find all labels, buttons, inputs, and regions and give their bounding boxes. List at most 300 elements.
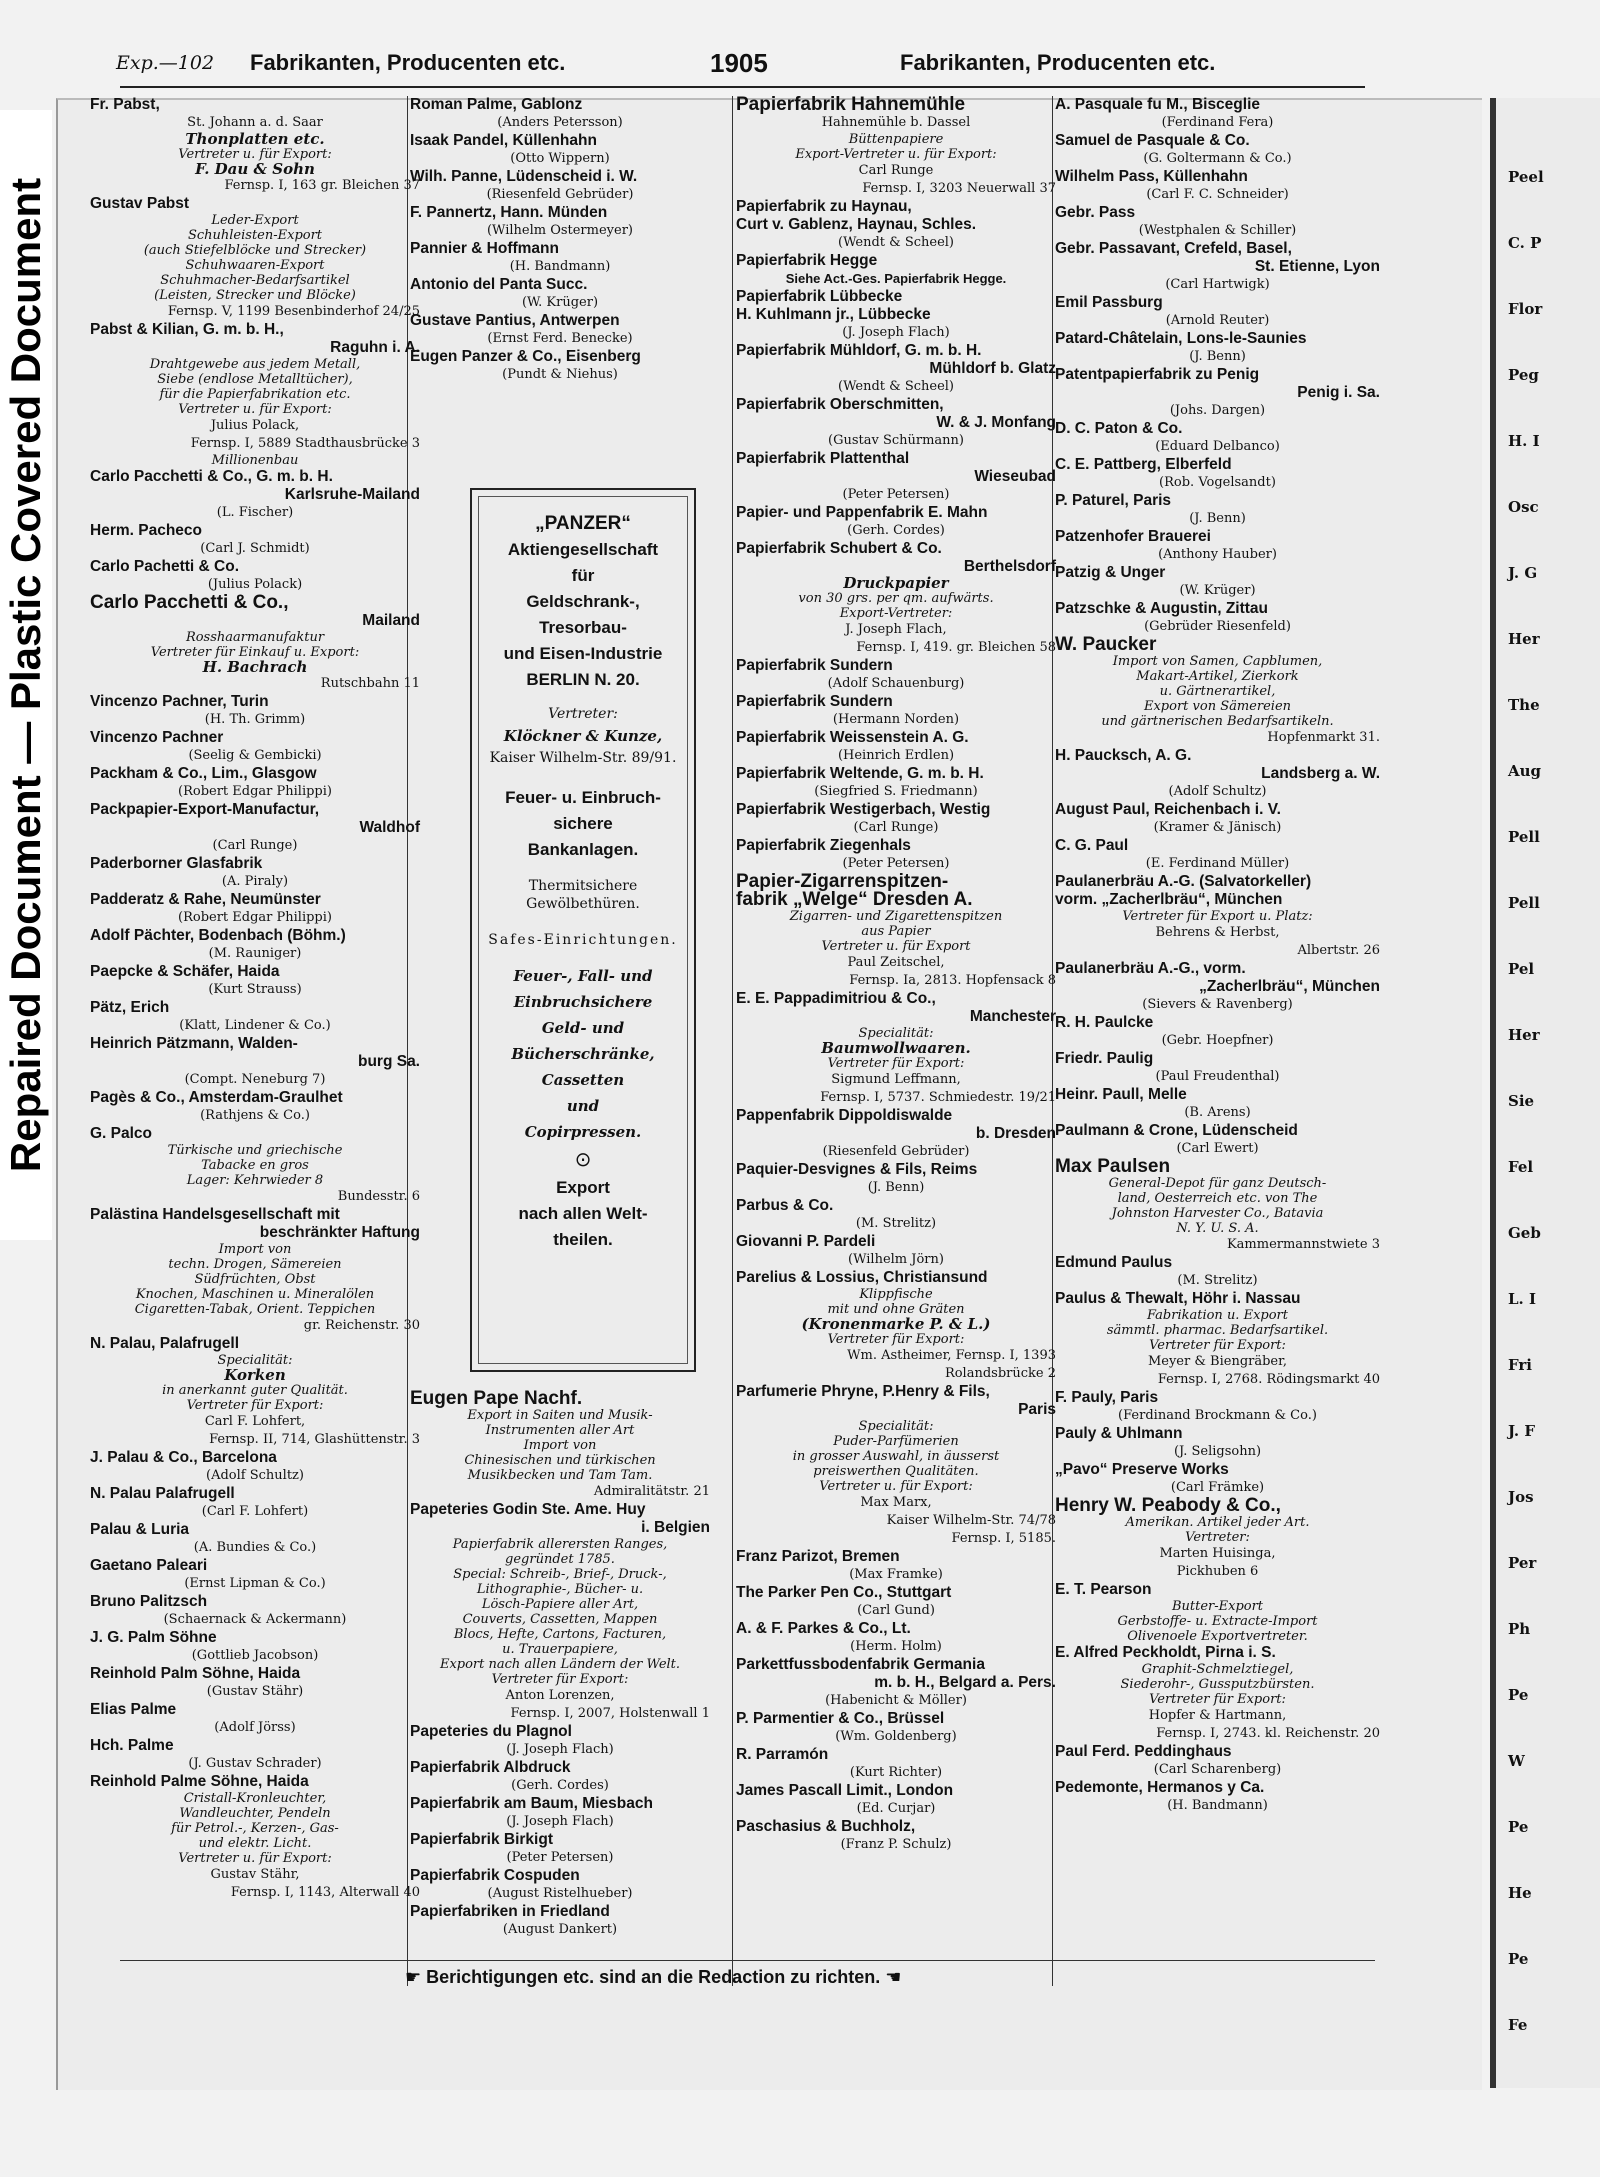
representative: (L. Fischer) bbox=[216, 505, 294, 520]
company-name: H. Paucksch, A. G. bbox=[1055, 747, 1192, 764]
company-name: James Pascall Limit., London bbox=[736, 1782, 954, 1799]
representative: (Ernst Ferd. Benecke) bbox=[487, 331, 633, 346]
address: Rolandsbrücke 2 bbox=[944, 1366, 1056, 1381]
description: land, Oesterreich etc. von The bbox=[1117, 1191, 1318, 1206]
description: Export nach allen Ländern der Welt. bbox=[439, 1657, 681, 1672]
company-name: E. T. Pearson bbox=[1055, 1581, 1152, 1598]
description: Zigarren- und Zigarettenspitzen bbox=[789, 909, 1003, 924]
description: Butter-Export bbox=[1171, 1599, 1264, 1614]
address: Fernsp. II, 714, Glashüttenstr. 3 bbox=[209, 1432, 420, 1447]
adjacent-page-fragment: Geb bbox=[1508, 1224, 1541, 1242]
description: mit und ohne Gräten bbox=[827, 1302, 965, 1317]
description: u. Gärtnerartikel, bbox=[1159, 684, 1276, 699]
adjacent-page-fragment: The bbox=[1508, 696, 1540, 714]
company-name: Reinhold Palme Söhne, Haida bbox=[90, 1773, 309, 1790]
adjacent-page-fragment: C. P bbox=[1508, 234, 1542, 252]
representative: (W. Krüger) bbox=[521, 295, 599, 310]
description: Büttenpapiere bbox=[848, 132, 944, 147]
company-location: burg Sa. bbox=[357, 1053, 420, 1070]
description: Puder-Parfümerien bbox=[833, 1434, 959, 1449]
company-name: Pannier & Hoffmann bbox=[410, 240, 559, 257]
header-left-title: Fabrikanten, Producenten etc. bbox=[250, 50, 566, 75]
adjacent-page-fragment: Fe bbox=[1508, 2016, 1528, 2034]
description: Couverts, Cassetten, Mappen bbox=[462, 1612, 658, 1627]
description: Schuhleisten-Export bbox=[187, 228, 323, 243]
agent-note: Vertreter u. für Export bbox=[821, 939, 971, 954]
adjacent-page-fragment: J. G bbox=[1508, 564, 1538, 582]
description: Tabacke en gros bbox=[201, 1158, 309, 1173]
representative: (Gottlieb Jacobson) bbox=[191, 1648, 319, 1663]
description: Special: Schreib-, Brief-, Druck-, bbox=[453, 1567, 667, 1582]
company-name-large: Max Paulsen bbox=[1055, 1156, 1171, 1177]
company-name: E. Alfred Peckholdt, Pirna i. S. bbox=[1055, 1644, 1276, 1661]
side-label-text: Repaired Document — Plastic Covered Document bbox=[2, 177, 49, 1173]
adjacent-page-fragment: Aug bbox=[1508, 762, 1542, 780]
representative: (H. Th. Grimm) bbox=[204, 712, 306, 727]
address: Fernsp. I, 5737. Schmiedestr. 19/21 bbox=[820, 1090, 1056, 1105]
adjacent-page-fragment: Peg bbox=[1508, 366, 1539, 384]
representative: (Hermann Norden) bbox=[832, 712, 960, 727]
representative: (Otto Wippern) bbox=[510, 151, 610, 166]
representative: (Kramer & Jänisch) bbox=[1153, 820, 1282, 835]
company-name: Papierfabrik Plattenthal bbox=[736, 450, 910, 467]
company-name: Papierfabrik Mühldorf, G. m. b. H. bbox=[736, 342, 982, 359]
company-location: m. b. H., Belgard a. Pers. bbox=[874, 1674, 1056, 1691]
description: aus Papier bbox=[861, 924, 931, 939]
representative: Pickhuben 6 bbox=[1176, 1564, 1259, 1579]
representative: (M. Rauniger) bbox=[208, 946, 302, 961]
company-location: Mailand bbox=[362, 612, 420, 629]
company-name: Vincenzo Pachner bbox=[90, 729, 224, 746]
representative: (Sievers & Ravenberg) bbox=[1142, 997, 1293, 1012]
company-name: F. Pannertz, Hann. Münden bbox=[410, 204, 608, 221]
company-name: vorm. „Zacherlbräu“, München bbox=[1055, 891, 1283, 908]
address: Fernsp. Ia, 2813. Hopfensack 8 bbox=[849, 973, 1056, 988]
representative: (Adolf Jörss) bbox=[214, 1720, 296, 1735]
representative: (Wilhelm Ostermeyer) bbox=[486, 223, 633, 238]
representative: (Julius Polack) bbox=[207, 577, 303, 592]
representative: (J. Joseph Flach) bbox=[842, 325, 950, 340]
company-name: Gebr. Passavant, Crefeld, Basel, bbox=[1055, 240, 1292, 257]
representative: Julius Polack, bbox=[210, 418, 300, 433]
ad-address: Kaiser Wilhelm-Str. 89/91. bbox=[489, 750, 677, 766]
company-name: Parkettfussbodenfabrik Germania bbox=[736, 1656, 985, 1673]
ad-ornament-icon: ⊙ bbox=[574, 1149, 592, 1171]
ad-line: Bankanlagen. bbox=[527, 840, 639, 859]
company-name-large: W. Paucker bbox=[1055, 634, 1157, 655]
description: Leder-Export bbox=[211, 213, 299, 228]
specialty: Korken bbox=[224, 1366, 286, 1384]
company-name: Giovanni P. Pardeli bbox=[736, 1233, 876, 1250]
representative: (M. Strelitz) bbox=[855, 1216, 937, 1231]
company-name: Paderborner Glasfabrik bbox=[90, 855, 263, 872]
company-name: F. Pauly, Paris bbox=[1055, 1389, 1159, 1406]
column-2-top bbox=[410, 96, 710, 384]
company-name: Parfumerie Phryne, P.Henry & Fils, bbox=[736, 1383, 990, 1400]
representative: (Franz P. Schulz) bbox=[840, 1837, 952, 1852]
representative: Hopfer & Hartmann, bbox=[1148, 1708, 1287, 1723]
company-location: Mühldorf b. Glatz bbox=[929, 360, 1056, 377]
company-name: Paepcke & Schäfer, Haida bbox=[90, 963, 280, 980]
company-name: Palau & Luria bbox=[90, 1521, 190, 1538]
cross-reference: Siehe Act.-Ges. Papierfabrik Hegge. bbox=[785, 271, 1007, 286]
company-name: Edmund Paulus bbox=[1055, 1254, 1173, 1271]
description: Specialität: bbox=[858, 1026, 934, 1041]
company-location: b. Dresden bbox=[975, 1125, 1056, 1142]
company-name: Papierfabrik Sundern bbox=[736, 693, 893, 710]
description: Cristall-Kronleuchter, bbox=[183, 1791, 327, 1806]
representative: (Ed. Curjar) bbox=[856, 1801, 936, 1816]
representative: (Gustav Schürmann) bbox=[828, 433, 964, 448]
company-name: N. Palau Palafrugell bbox=[90, 1485, 235, 1502]
representative: (Carl Hartwigk) bbox=[1165, 277, 1270, 292]
ad-line: für bbox=[571, 566, 595, 585]
representative: (Kurt Richter) bbox=[849, 1765, 943, 1780]
company-name: Gebr. Pass bbox=[1055, 204, 1136, 221]
agent-note: Vertreter für Export: bbox=[1149, 1338, 1286, 1353]
description: (Leisten, Strecker und Blöcke) bbox=[154, 288, 356, 303]
company-name: Curt v. Gablenz, Haynau, Schles. bbox=[736, 216, 977, 233]
adjacent-page-fragment: He bbox=[1508, 1884, 1532, 1902]
ad-line: Aktiengesellschaft bbox=[507, 540, 659, 559]
representative: (Max Framke) bbox=[849, 1567, 943, 1582]
company-name: Parbus & Co. bbox=[736, 1197, 834, 1214]
company-name: Pappenfabrik Dippoldiswalde bbox=[736, 1107, 953, 1124]
representative: (Carl F. Lohfert) bbox=[201, 1504, 309, 1519]
company-name: Papierfabrik Westigerbach, Westig bbox=[736, 801, 991, 818]
company-name: E. E. Pappadimitriou & Co., bbox=[736, 990, 936, 1007]
company-name: Pedemonte, Hermanos y Ca. bbox=[1055, 1779, 1265, 1796]
company-name: The Parker Pen Co., Stuttgart bbox=[736, 1584, 952, 1601]
column-1 bbox=[90, 96, 420, 1902]
description: für die Papierfabrikation etc. bbox=[159, 387, 351, 402]
representative: (Ernst Lipman & Co.) bbox=[184, 1576, 326, 1591]
company-name: Paulmann & Crone, Lüdenscheid bbox=[1055, 1122, 1298, 1139]
representative: (Carl Ewert) bbox=[1176, 1141, 1259, 1156]
description: Musikbecken und Tam Tam. bbox=[467, 1468, 653, 1483]
company-name: Papierfabrik Schubert & Co. bbox=[736, 540, 942, 557]
footer-text: Berichtigungen etc. sind an die Redaction zu richten. bbox=[426, 1967, 881, 1987]
company-name: J. Palau & Co., Barcelona bbox=[90, 1449, 277, 1466]
company-name: Packham & Co., Lim., Glasgow bbox=[90, 765, 317, 782]
representative: (A. Piraly) bbox=[221, 874, 289, 889]
representative: (Riesenfeld Gebrüder) bbox=[486, 187, 634, 202]
page-number: Exp.—102 bbox=[116, 52, 215, 74]
adjacent-page-fragment: Her bbox=[1508, 1026, 1540, 1044]
specialty: Druckpapier bbox=[843, 574, 949, 592]
adjacent-page-fragment: Pe bbox=[1508, 1686, 1529, 1704]
company-location: W. & J. Monfang bbox=[936, 414, 1056, 431]
company-location: i. Belgien bbox=[641, 1519, 710, 1536]
company-name: Papierfabrik am Baum, Miesbach bbox=[410, 1795, 653, 1812]
address: Hopfenmarkt 31. bbox=[1267, 730, 1380, 745]
ad-line: Cassetten bbox=[541, 1071, 625, 1089]
description: Import von bbox=[523, 1438, 597, 1453]
company-name: Wilhelm Pass, Küllenhahn bbox=[1055, 168, 1248, 185]
company-name: Pabst & Kilian, G. m. b. H., bbox=[90, 321, 284, 338]
representative: (Carl Runge) bbox=[853, 820, 939, 835]
description: Schuhwaaren-Export bbox=[185, 258, 325, 273]
description: N. Y. U. S. A. bbox=[1176, 1221, 1259, 1236]
address: Fernsp. I, 5889 Stadthausbrücke 3 bbox=[190, 436, 420, 451]
company-name: Gustave Pantius, Antwerpen bbox=[410, 312, 620, 329]
company-name: Roman Palme, Gablonz bbox=[410, 96, 583, 113]
description: und gärtnerischen Bedarfsartikeln. bbox=[1101, 714, 1334, 729]
company-name: Patentpapierfabrik zu Penig bbox=[1055, 366, 1260, 383]
adjacent-page-fragment: Ph bbox=[1508, 1620, 1531, 1638]
description: Vertreter: bbox=[1185, 1530, 1250, 1545]
description: Import von Samen, Capblumen, bbox=[1112, 654, 1323, 669]
representative: (Peter Petersen) bbox=[842, 856, 950, 871]
company-name: Isaak Pandel, Küllenhahn bbox=[410, 132, 597, 149]
representative: Anton Lorenzen, bbox=[505, 1688, 615, 1703]
company-name: D. C. Paton & Co. bbox=[1055, 420, 1183, 437]
description: Chinesischen und türkischen bbox=[464, 1453, 656, 1468]
representative: Marten Huisinga, bbox=[1159, 1546, 1276, 1561]
footer-rule bbox=[120, 1960, 1375, 1961]
representative: Max Marx, bbox=[860, 1495, 932, 1510]
company-name: P. Paturel, Paris bbox=[1055, 492, 1172, 509]
description: Lager: Kehrwieder 8 bbox=[186, 1173, 324, 1188]
representative: (A. Bundies & Co.) bbox=[193, 1540, 317, 1555]
company-name: Heinr. Paull, Melle bbox=[1055, 1086, 1187, 1103]
specialty: (Kronenmarke P. & L.) bbox=[801, 1315, 991, 1333]
representative: (Riesenfeld Gebrüder) bbox=[822, 1144, 970, 1159]
company-name: Papeteries du Plagnol bbox=[410, 1723, 572, 1740]
specialty: H. Bachrach bbox=[202, 658, 308, 676]
representative: (Eduard Delbanco) bbox=[1155, 439, 1280, 454]
ad-firm: Klöckner & Kunze, bbox=[503, 727, 663, 745]
representative: (Robert Edgar Philippi) bbox=[178, 910, 332, 925]
company-name: Paulanerbräu A.-G., vorm. bbox=[1055, 960, 1246, 977]
address: Fernsp. I, 2007, Holstenwall 1 bbox=[510, 1706, 710, 1721]
representative: (Anders Petersson) bbox=[497, 115, 623, 130]
description: in anerkannt guter Qualität. bbox=[162, 1383, 348, 1398]
agent-note: Vertreter u. für Export: bbox=[819, 1479, 973, 1494]
representative: (Carl J. Schmidt) bbox=[200, 541, 310, 556]
representative: (August Ristelhueber) bbox=[487, 1886, 633, 1901]
ad-line: nach allen Welt- bbox=[518, 1204, 648, 1223]
ad-vertreter: Vertreter: bbox=[548, 706, 618, 722]
description: Blocs, Hefte, Cartons, Facturen, bbox=[453, 1627, 667, 1642]
representative: (Habenicht & Möller) bbox=[825, 1693, 967, 1708]
description: und elektr. Licht. bbox=[198, 1836, 312, 1851]
company-name: H. Kuhlmann jr., Lübbecke bbox=[736, 306, 931, 323]
agent-note: Vertreter für Export: bbox=[827, 1056, 965, 1071]
representative: (Herm. Holm) bbox=[850, 1639, 942, 1654]
company-location: Waldhof bbox=[359, 819, 420, 836]
description: Graphit-Schmelztiegel, bbox=[1141, 1662, 1294, 1677]
ad-line: Feuer-, Fall- und bbox=[513, 967, 653, 985]
representative: (Pundt & Niehus) bbox=[502, 367, 618, 382]
ad-company: „PANZER“ bbox=[535, 513, 631, 534]
specialty: F. Dau & Sohn bbox=[195, 160, 315, 178]
description: Export von Sämereien bbox=[1143, 699, 1292, 714]
company-name: Franz Parizot, Bremen bbox=[736, 1548, 900, 1565]
company-name: Paulus & Thewalt, Höhr i. Nassau bbox=[1055, 1290, 1301, 1307]
representative: (B. Arens) bbox=[1184, 1105, 1251, 1120]
representative: (August Dankert) bbox=[502, 1922, 618, 1937]
representative: (Adolf Schultz) bbox=[1168, 784, 1267, 799]
pointing-hand-icon: ☛ bbox=[405, 1967, 427, 1987]
column-rule bbox=[732, 96, 733, 1986]
company-name: Pätz, Erich bbox=[90, 999, 170, 1016]
company-name: Friedr. Paulig bbox=[1055, 1050, 1154, 1067]
representative: Behrens & Herbst, bbox=[1155, 925, 1280, 940]
header-right-title: Fabrikanten, Producenten etc. bbox=[900, 50, 1216, 75]
company-name: Papierfabrik Oberschmitten, bbox=[736, 396, 944, 413]
description: Specialität: bbox=[858, 1419, 934, 1434]
adjacent-page-fragment: Jos bbox=[1508, 1488, 1534, 1506]
company-name: Parelius & Lossius, Christiansund bbox=[736, 1269, 988, 1286]
representative: (Peter Petersen) bbox=[842, 487, 950, 502]
ad-line: und Eisen-Industrie bbox=[503, 644, 663, 663]
company-name: Herm. Pacheco bbox=[90, 522, 202, 539]
company-name: Papierfabrik zu Haynau, bbox=[736, 198, 912, 215]
description: Schuhmacher-Bedarfsartikel bbox=[160, 273, 350, 288]
company-name-large: Papierfabrik Hahnemühle bbox=[736, 94, 966, 115]
column-2-bottom bbox=[410, 1390, 710, 1939]
company-name-large: fabrik „Welge“ Dresden A. bbox=[736, 889, 973, 910]
company-name-large: Henry W. Peabody & Co., bbox=[1055, 1495, 1281, 1516]
description: Import von bbox=[218, 1242, 292, 1257]
company-name: C. E. Pattberg, Elberfeld bbox=[1055, 456, 1232, 473]
description: gegründet 1785. bbox=[505, 1552, 615, 1567]
representative: (Gerh. Cordes) bbox=[847, 523, 945, 538]
representative: (Schaernack & Ackermann) bbox=[163, 1612, 347, 1627]
description: Lithographie-, Bücher- u. bbox=[476, 1582, 644, 1597]
company-name: Patzenhofer Brauerei bbox=[1055, 528, 1211, 545]
company-name: Papierfabrik Hegge bbox=[736, 252, 878, 269]
representative: (Seelig & Gembicki) bbox=[188, 748, 322, 763]
representative: (Peter Petersen) bbox=[506, 1850, 614, 1865]
adjacent-page-fragment: Pe bbox=[1508, 1818, 1529, 1836]
representative: Meyer & Biengräber, bbox=[1147, 1354, 1288, 1369]
representative: (Johs. Dargen) bbox=[1169, 403, 1266, 418]
specialty: Baumwollwaaren. bbox=[821, 1039, 971, 1057]
description: techn. Drogen, Sämereien bbox=[168, 1257, 342, 1272]
description: Südfrüchten, Obst bbox=[194, 1272, 316, 1287]
company-name: „Pavo“ Preserve Works bbox=[1055, 1461, 1229, 1478]
representative: (Rob. Vogelsandt) bbox=[1159, 475, 1276, 490]
description: in grosser Auswahl, in äusserst bbox=[792, 1449, 1000, 1464]
company-location: St. Etienne, Lyon bbox=[1254, 258, 1380, 275]
description: Knochen, Maschinen u. Mineralölen bbox=[135, 1287, 375, 1302]
company-location: Berthelsdorf bbox=[963, 558, 1056, 575]
company-name-large: Carlo Pacchetti & Co., bbox=[90, 592, 289, 613]
adjacent-page-fragment: Flor bbox=[1508, 300, 1543, 318]
company-name: Wilh. Panne, Lüdenscheid i. W. bbox=[410, 168, 638, 185]
adjacent-page-fragment: H. I bbox=[1508, 432, 1540, 450]
company-name: Patard-Châtelain, Lons-le-Saunies bbox=[1055, 330, 1307, 347]
ad-line: Safes-Einrichtungen. bbox=[488, 932, 678, 948]
description: Gerbstoffe- u. Extracte-Import bbox=[1117, 1614, 1318, 1629]
representative: (G. Goltermann & Co.) bbox=[1143, 151, 1292, 166]
representative: (Carl Gund) bbox=[857, 1603, 935, 1618]
ad-line: theilen. bbox=[553, 1230, 613, 1249]
company-name: Carlo Pachetti & Co. bbox=[90, 558, 239, 575]
adjacent-page-fragment: Pe bbox=[1508, 1950, 1529, 1968]
representative: (H. Bandmann) bbox=[509, 259, 611, 274]
adjacent-page-fragment: Pell bbox=[1508, 828, 1540, 846]
representative: (J. Gustav Schrader) bbox=[188, 1756, 322, 1771]
representative: (Carl Scharenberg) bbox=[1153, 1762, 1282, 1777]
address: Admiralitätstr. 21 bbox=[593, 1484, 710, 1499]
representative: (Heinrich Erdlen) bbox=[837, 748, 955, 763]
address: Wm. Astheimer, Fernsp. I, 1393 bbox=[847, 1348, 1056, 1363]
ad-line: BERLIN N. 20. bbox=[526, 670, 640, 689]
adjacent-page-fragment: Fel bbox=[1508, 1158, 1534, 1176]
address: Fernsp. I, 163 gr. Bleichen 37 bbox=[224, 178, 420, 193]
representative: Gustav Stähr, bbox=[210, 1867, 300, 1882]
representative: (Arnold Reuter) bbox=[1165, 313, 1270, 328]
representative: (J. Benn) bbox=[867, 1180, 925, 1195]
company-name: Fr. Pabst, bbox=[90, 96, 160, 113]
agent-note: Export-Vertreter u. für Export: bbox=[795, 147, 997, 162]
representative: (H. Bandmann) bbox=[1167, 1798, 1268, 1813]
footer-notice bbox=[405, 1967, 901, 1988]
representative: Sigmund Leffmann, bbox=[831, 1072, 961, 1087]
page-header bbox=[60, 48, 1360, 84]
company-location: Karlsruhe-Mailand bbox=[284, 486, 420, 503]
representative: (Wilhelm Jörn) bbox=[848, 1252, 944, 1267]
representative: St. Johann a. d. Saar bbox=[187, 115, 323, 130]
company-name: Papierfabrik Weissenstein A. G. bbox=[736, 729, 969, 746]
representative: (Paul Freudenthal) bbox=[1155, 1069, 1280, 1084]
company-location: Paris bbox=[1018, 1401, 1056, 1418]
representative: (W. Krüger) bbox=[1179, 583, 1256, 598]
company-location: Wieseubad bbox=[974, 468, 1056, 485]
description: (auch Stiefelblöcke und Strecker) bbox=[143, 243, 367, 258]
ad-line: Bücherschränke, bbox=[511, 1045, 655, 1063]
company-name: Paschasius & Buchholz, bbox=[736, 1818, 916, 1835]
representative: (Wm. Goldenberg) bbox=[835, 1729, 957, 1744]
header-year: 1905 bbox=[710, 48, 768, 78]
ad-line: Gewölbethüren. bbox=[526, 896, 640, 912]
representative: (Wendt & Scheel) bbox=[838, 235, 954, 250]
description: Klippfische bbox=[859, 1287, 933, 1302]
representative: (Anthony Hauber) bbox=[1158, 547, 1277, 562]
adjacent-page-fragment: Sie bbox=[1508, 1092, 1535, 1110]
company-name: A. Pasquale fu M., Bisceglie bbox=[1055, 96, 1261, 113]
agent-note: Vertreter u. für Export: bbox=[178, 1851, 332, 1866]
representative: J. Joseph Flach, bbox=[845, 622, 947, 637]
adjacent-page-fragment: W bbox=[1508, 1752, 1525, 1770]
representative: (Rathjens & Co.) bbox=[200, 1108, 310, 1123]
company-name: Papierfabrik Ziegenhals bbox=[736, 837, 911, 854]
description: sämmtl. pharmac. Bedarfsartikel. bbox=[1106, 1323, 1329, 1338]
representative: (Kurt Strauss) bbox=[208, 982, 302, 997]
company-name: Gustav Pabst bbox=[90, 195, 190, 212]
representative: Hahnemühle b. Dassel bbox=[821, 115, 971, 130]
address: Fernsp. I, 1143, Alterwall 40 bbox=[230, 1885, 420, 1900]
company-name: Emil Passburg bbox=[1055, 294, 1163, 311]
description: Millionenbau bbox=[211, 453, 299, 468]
representative: (J. Joseph Flach) bbox=[506, 1814, 614, 1829]
description: Specialität: bbox=[217, 1353, 293, 1368]
agent-note: Vertreter u. für Export: bbox=[178, 147, 332, 162]
ad-line: Einbruchsichere bbox=[513, 993, 653, 1011]
ad-line: Copirpressen. bbox=[524, 1123, 642, 1141]
representative: (Adolf Schultz) bbox=[206, 1468, 304, 1483]
company-name: Paquier-Desvignes & Fils, Reims bbox=[736, 1161, 978, 1178]
company-location: Landsberg a. W. bbox=[1261, 765, 1380, 782]
description: von 30 grs. per qm. aufwärts. bbox=[798, 591, 994, 606]
company-name: Patzig & Unger bbox=[1055, 564, 1166, 581]
ad-line: sichere bbox=[553, 814, 613, 833]
description: u. Trauerpapiere, bbox=[502, 1642, 618, 1657]
representative: (Gerh. Cordes) bbox=[511, 1778, 609, 1793]
